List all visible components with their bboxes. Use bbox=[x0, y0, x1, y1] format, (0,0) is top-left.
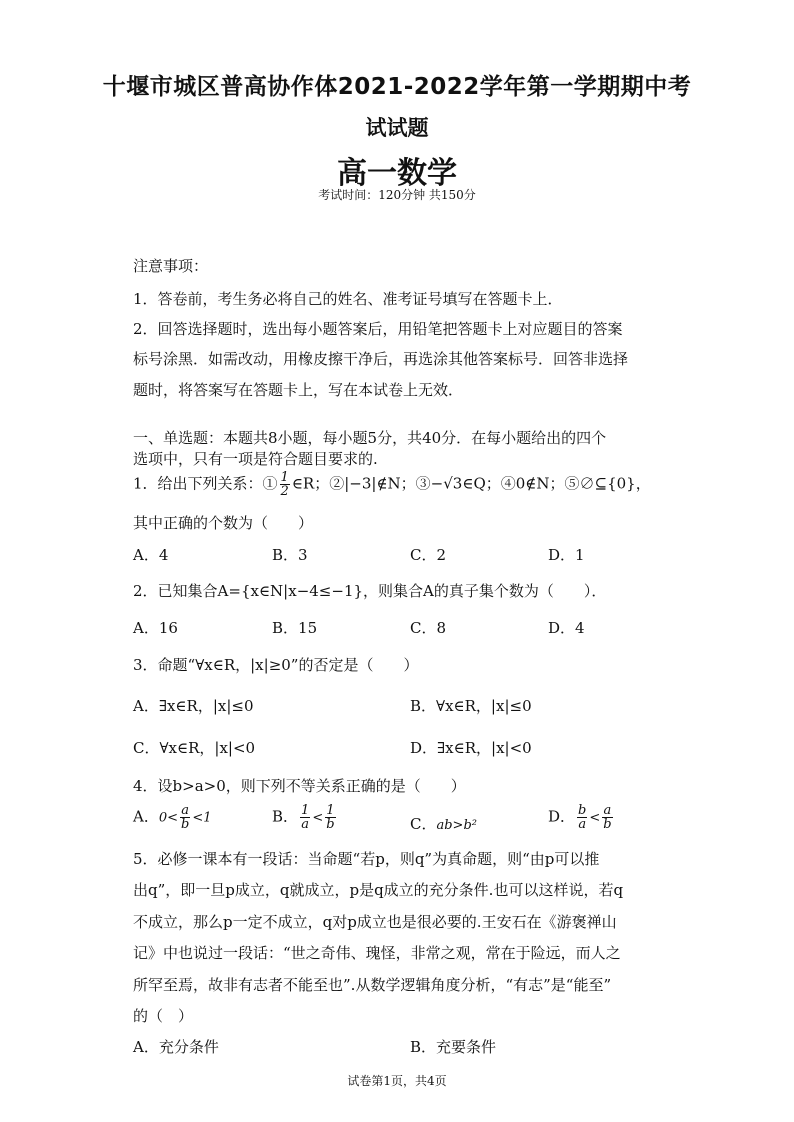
note-2-line2: 标号涂黑．如需改动，用橡皮擦干净后，再选涂其他答案标号．回答非选择 bbox=[133, 350, 629, 368]
q4-stem: 4．设b>a>0，则下列不等关系正确的是（ ） bbox=[133, 777, 466, 795]
q5-line5: 所罕至焉，故非有志者不能至也”.从数学逻辑角度分析，“有志”是“能至” bbox=[133, 976, 612, 994]
q4-a-pre: 0< bbox=[158, 810, 179, 826]
q3-option-a: A．∃x∈R，|x|≤0 bbox=[133, 697, 254, 715]
notes-heading: 注意事项： bbox=[133, 257, 209, 275]
q2-option-a: A．16 bbox=[133, 619, 178, 637]
q4-d-frac1 bbox=[577, 804, 587, 831]
exam-title-line2: 试试题 bbox=[365, 116, 429, 140]
section1-line1: 一、单选题：本题共8小题，每小题5分，共40分．在每小题给出的四个 bbox=[133, 429, 607, 447]
q4-b-num2: 1 bbox=[326, 803, 335, 818]
q4-d-num1: b bbox=[578, 803, 587, 818]
exam-info: 考试时间：120分钟 共150分 bbox=[318, 188, 476, 202]
q4-d-num2: a bbox=[603, 803, 612, 818]
q2-option-c: C．8 bbox=[410, 619, 447, 637]
q1-option-d: D．1 bbox=[548, 546, 585, 564]
section1-line2: 选项中，只有一项是符合题目要求的. bbox=[133, 450, 378, 468]
q4-option-d bbox=[548, 804, 615, 831]
q4-a-frac bbox=[180, 804, 190, 831]
q4-b-frac1 bbox=[300, 804, 310, 831]
q4-b-label: B． bbox=[272, 807, 299, 826]
q1-prefix: 1．给出下列关系：① bbox=[133, 474, 278, 493]
q4-option-c bbox=[410, 813, 477, 834]
q4-option-b bbox=[272, 804, 338, 831]
q1-option-b: B．3 bbox=[272, 546, 308, 564]
q5-line6: 的（ ） bbox=[133, 1007, 194, 1025]
q5-line4: 记》中也说过一段话：“世之奇伟、瑰怪，非常之观，常在于险远，而人之 bbox=[133, 944, 621, 962]
q1-line2: 其中正确的个数为（ ） bbox=[133, 514, 314, 532]
q4-d-den1: a bbox=[578, 817, 587, 832]
q4-c-expr: ab>b² bbox=[436, 818, 477, 833]
q1-fraction bbox=[280, 471, 290, 498]
q1-option-a: A．4 bbox=[133, 546, 169, 564]
q4-b-num1: 1 bbox=[301, 803, 310, 818]
q1-frac-num: 1 bbox=[280, 470, 289, 485]
note-2-line1: 2．回答选择题时，选出每小题答案后，用铅笔把答题卡上对应题目的答案 bbox=[133, 320, 623, 338]
q3-stem: 3．命题“∀x∈R，|x|≥0”的否定是（ ） bbox=[133, 656, 419, 674]
q4-d-frac2 bbox=[602, 804, 612, 831]
q4-b-den1: a bbox=[301, 817, 310, 832]
q4-c-label: C． bbox=[410, 815, 437, 833]
subject-title: 高一数学 bbox=[337, 156, 457, 191]
q4-d-den2: b bbox=[603, 817, 612, 832]
q2-stem: 2．已知集合A={x∈N|x−4≤−1}，则集合A的真子集个数为（ ）． bbox=[133, 582, 607, 600]
q5-line1: 5．必修一课本有一段话：当命题“若p，则q”为真命题，则“由p可以推 bbox=[133, 850, 600, 868]
q5-line2: 出q”，即一旦p成立，q就成立，p是q成立的充分条件.也可以这样说，若q bbox=[133, 881, 624, 899]
q4-a-num: a bbox=[181, 803, 190, 818]
q4-a-label: A． bbox=[133, 807, 159, 826]
q1-frac-den: 2 bbox=[280, 484, 289, 499]
q4-option-a bbox=[133, 804, 212, 831]
q5-option-b: B．充要条件 bbox=[410, 1038, 497, 1056]
q2-option-b: B．15 bbox=[272, 619, 318, 637]
q3-option-b: B．∀x∈R，|x|≤0 bbox=[410, 697, 532, 715]
q3-option-c: C．∀x∈R，|x|<0 bbox=[133, 739, 256, 757]
q3-option-d: D．∃x∈R，|x|<0 bbox=[410, 739, 532, 757]
note-1: 1．答卷前，考生务必将自己的姓名、准考证号填写在答题卡上． bbox=[133, 290, 563, 308]
q4-a-post: <1 bbox=[192, 810, 212, 826]
q2-option-d: D．4 bbox=[548, 619, 585, 637]
q4-d-label: D． bbox=[548, 807, 576, 826]
note-2-line3: 题时，将答案写在答题卡上，写在本试卷上无效． bbox=[133, 381, 464, 399]
q4-b-den2: b bbox=[326, 817, 335, 832]
q4-a-den: b bbox=[181, 817, 190, 832]
q4-b-frac2 bbox=[325, 804, 335, 831]
q4-b-lt: < bbox=[312, 810, 324, 826]
q5-line3: 不成立，那么p一定不成立，q对p成立也是很必要的.王安石在《游褒禅山 bbox=[133, 913, 617, 931]
q4-d-lt: < bbox=[589, 810, 601, 826]
q1-relations: ∈R；②|−3|∉N；③−√3∈Q；④0∉N；⑤∅⊆{0}， bbox=[291, 474, 651, 493]
q5-option-a: A．充分条件 bbox=[133, 1038, 219, 1056]
q1-option-c: C．2 bbox=[410, 546, 447, 564]
q1-stem bbox=[133, 471, 651, 498]
exam-title-line1: 十堰市城区普高协作体2021-2022学年第一学期期中考 bbox=[102, 74, 692, 100]
page-footer: 试卷第1页，共4页 bbox=[347, 1074, 447, 1088]
